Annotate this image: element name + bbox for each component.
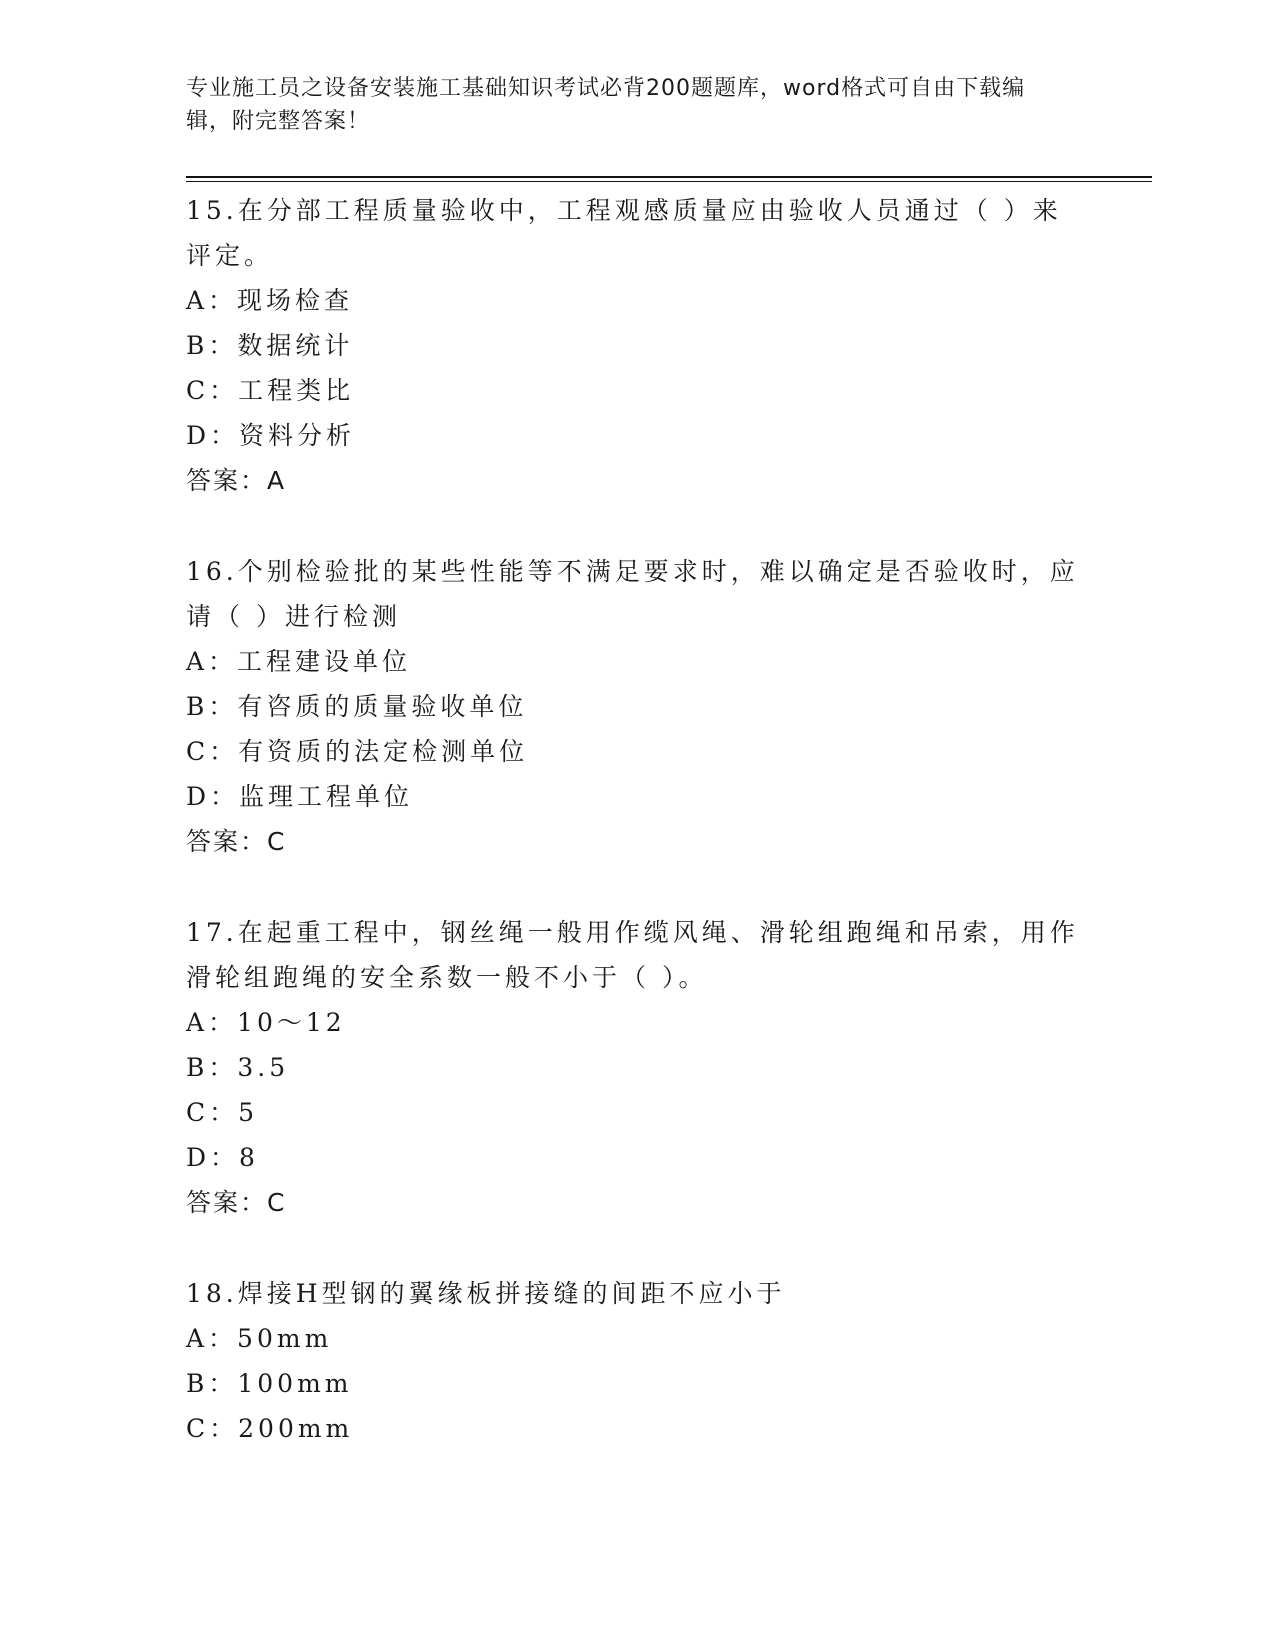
option-b: B：有咨质的质量验收单位 — [186, 692, 528, 721]
option-b: B：100mm — [186, 1369, 353, 1398]
option-a: A：现场检查 — [186, 286, 354, 315]
answer: 答案：A — [186, 466, 287, 495]
answer: 答案：C — [186, 827, 287, 856]
question-17 — [186, 910, 1086, 1225]
option-d: D：监理工程单位 — [186, 782, 414, 811]
option-a: A：10～12 — [186, 1008, 346, 1037]
header-divider-thin — [186, 181, 1152, 182]
option-a: A：工程建设单位 — [186, 647, 412, 676]
option-b: B：数据统计 — [186, 331, 354, 360]
option-c: C：工程类比 — [186, 376, 355, 405]
question-stem: 18.焊接H型钢的翼缘板拼接缝的间距不应小于 — [186, 1279, 786, 1308]
option-a: A：50mm — [186, 1324, 333, 1353]
option-c: C：5 — [186, 1098, 259, 1127]
option-d: D：8 — [186, 1143, 259, 1172]
question-15 — [186, 188, 1086, 503]
option-d: D：资料分析 — [186, 421, 356, 450]
option-b: B：3.5 — [186, 1053, 290, 1082]
option-c: C：200mm — [186, 1414, 354, 1443]
option-c: C：有资质的法定检测单位 — [186, 737, 529, 766]
question-stem: 16.个别检验批的某些性能等不满足要求时，难以确定是否验收时，应请（ ）进行检测 — [186, 557, 1079, 631]
question-stem: 15.在分部工程质量验收中，工程观感质量应由验收人员通过（ ）来评定。 — [186, 196, 1062, 270]
question-18 — [186, 1271, 1086, 1451]
question-16 — [186, 549, 1086, 864]
question-stem: 17.在起重工程中，钢丝绳一般用作缆风绳、滑轮组跑绳和吊索，用作滑轮组跑绳的安全系数一般不小于（ ）。 — [186, 918, 1079, 992]
document-header: 专业施工员之设备安装施工基础知识考试必背200题题库，word格式可自由下载编辑，附完整答案！ — [186, 76, 1026, 134]
question-list — [186, 188, 1086, 1497]
answer: 答案：C — [186, 1188, 287, 1217]
header-divider-thick — [186, 176, 1152, 178]
